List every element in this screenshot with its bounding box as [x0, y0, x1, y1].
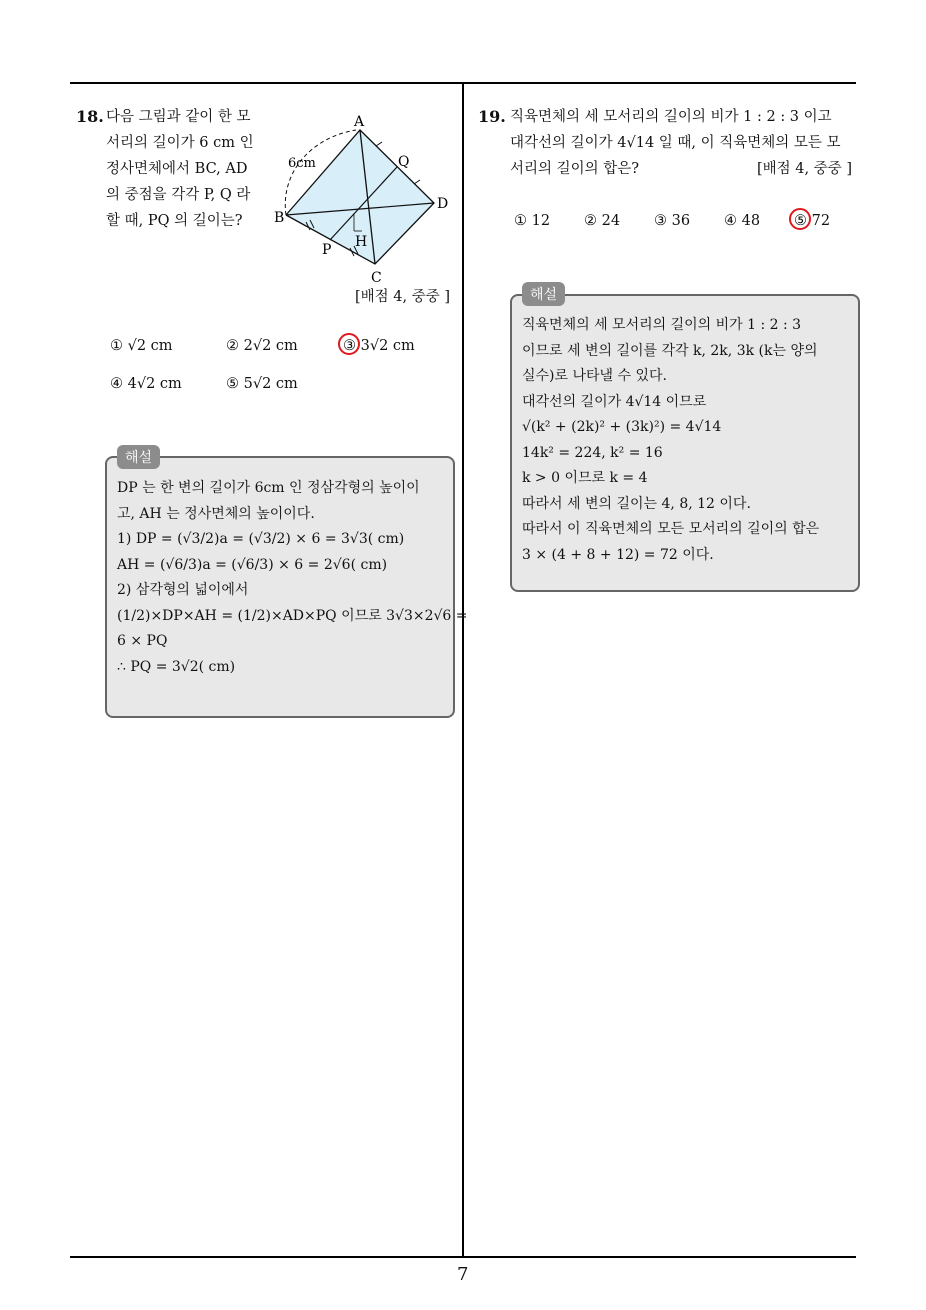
- q19-line: 서리의 길이의 합은?: [510, 161, 640, 177]
- q19-solution-line: 14k² = 224, k² = 16: [522, 444, 663, 461]
- q19-solution-line: 3 × (4 + 8 + 12) = 72 이다.: [522, 546, 714, 563]
- q18-solution-line: AH = (√6/3)a = (√6/3) × 6 = 2√6( cm): [117, 556, 388, 573]
- q19-option-3[interactable]: ③ 36: [654, 213, 691, 229]
- figure-label-b: B: [274, 210, 285, 226]
- q18-solution-line: 1) DP = (√3/2)a = (√3/2) × 6 = 3√3( cm): [117, 531, 405, 547]
- q19-number: 19.: [478, 107, 506, 126]
- q18-number: 18.: [76, 107, 104, 126]
- q19-solution-line: 대각선의 길이가 4√14 이므로: [522, 393, 707, 410]
- q18-option-4[interactable]: ④ 4√2 cm: [110, 376, 182, 392]
- q19-solution-line: √(k² + (2k)² + (3k)²) = 4√14: [522, 419, 722, 435]
- q18-solution-tag: 해설: [117, 445, 160, 469]
- q19-selected-ring: [789, 208, 811, 230]
- q18-line: 할 때, PQ 의 길이는?: [106, 213, 243, 229]
- figure-label-c: C: [371, 270, 382, 286]
- q18-text: [106, 104, 254, 234]
- bottom-rule: [70, 1256, 856, 1258]
- q18-solution-line: (1/2)×DP×AH = (1/2)×AD×PQ 이므로 3√3×2√6 =: [117, 607, 468, 624]
- q18-line: 정사면체에서 BC, AD: [106, 161, 248, 177]
- q18-selected-ring: [338, 333, 360, 355]
- q19-line: 직육면체의 세 모서리의 길이의 비가 1 : 2 : 3 이고: [510, 109, 832, 125]
- q18-solution-line: ∴ PQ = 3√2( cm): [117, 658, 236, 675]
- page-number: 7: [457, 1264, 469, 1285]
- q18-line: 서리의 길이가 6 cm 인: [106, 135, 254, 151]
- q19-solution-tag: 해설: [522, 282, 565, 306]
- q18-solution-line: DP 는 한 변의 길이가 6cm 인 정삼각형의 높이이: [117, 480, 420, 496]
- q18-option-5[interactable]: ⑤ 5√2 cm: [226, 376, 298, 392]
- q18-option-2[interactable]: ② 2√2 cm: [226, 338, 298, 354]
- q18-solution-text: [117, 476, 468, 680]
- q18-option-3[interactable]: ③ 3√2 cm: [343, 338, 415, 354]
- q18-solution-line: 2) 삼각형의 넓이에서: [117, 582, 249, 598]
- figure-label-a: A: [354, 114, 365, 130]
- figure-label-q: Q: [398, 154, 410, 170]
- q19-solution-line: 따라서 이 직육면체의 모든 모서리의 길이의 합은: [522, 521, 820, 537]
- figure-label-d: D: [437, 196, 449, 212]
- q19-option-1[interactable]: ① 12: [514, 213, 551, 229]
- figure-label-p: P: [322, 242, 332, 258]
- q19-solution-text: [522, 313, 819, 568]
- q19-solution-line: 따라서 세 변의 길이는 4, 8, 12 이다.: [522, 495, 751, 512]
- q18-option-1[interactable]: ① √2 cm: [110, 338, 173, 354]
- q18-line: 의 중점을 각각 P, Q 라: [106, 187, 251, 203]
- q19-solution-line: 실수)로 나타낼 수 있다.: [522, 368, 667, 384]
- q19-line: 대각선의 길이가 4√14 일 때, 이 직육면체의 모든 모: [510, 135, 841, 151]
- q18-solution-line: 고, AH 는 정사면체의 높이이다.: [117, 505, 315, 522]
- q19-solution-line: 이므로 세 변의 길이를 각각 k, 2k, 3k (k는 양의: [522, 342, 818, 359]
- q19-solution-line: k > 0 이므로 k = 4: [522, 470, 648, 486]
- q19-score: [배점 4, 중중 ]: [756, 161, 852, 177]
- q19-solution-line: 직육면체의 세 모서리의 길이의 비가 1 : 2 : 3: [522, 317, 802, 333]
- figure-label-h: H: [355, 234, 368, 250]
- q19-option-4[interactable]: ④ 48: [724, 213, 761, 229]
- q19-option-2[interactable]: ② 24: [584, 213, 621, 229]
- tetrahedron-figure: [272, 112, 452, 292]
- q19-option-5[interactable]: ⑤ 72: [794, 213, 831, 229]
- q18-score: [배점 4, 중중 ]: [354, 289, 450, 305]
- q18-line: 다음 그림과 같이 한 모: [106, 109, 251, 125]
- q18-solution-line: 6 × PQ: [117, 633, 168, 649]
- figure-edge-label: 6cm: [288, 156, 316, 171]
